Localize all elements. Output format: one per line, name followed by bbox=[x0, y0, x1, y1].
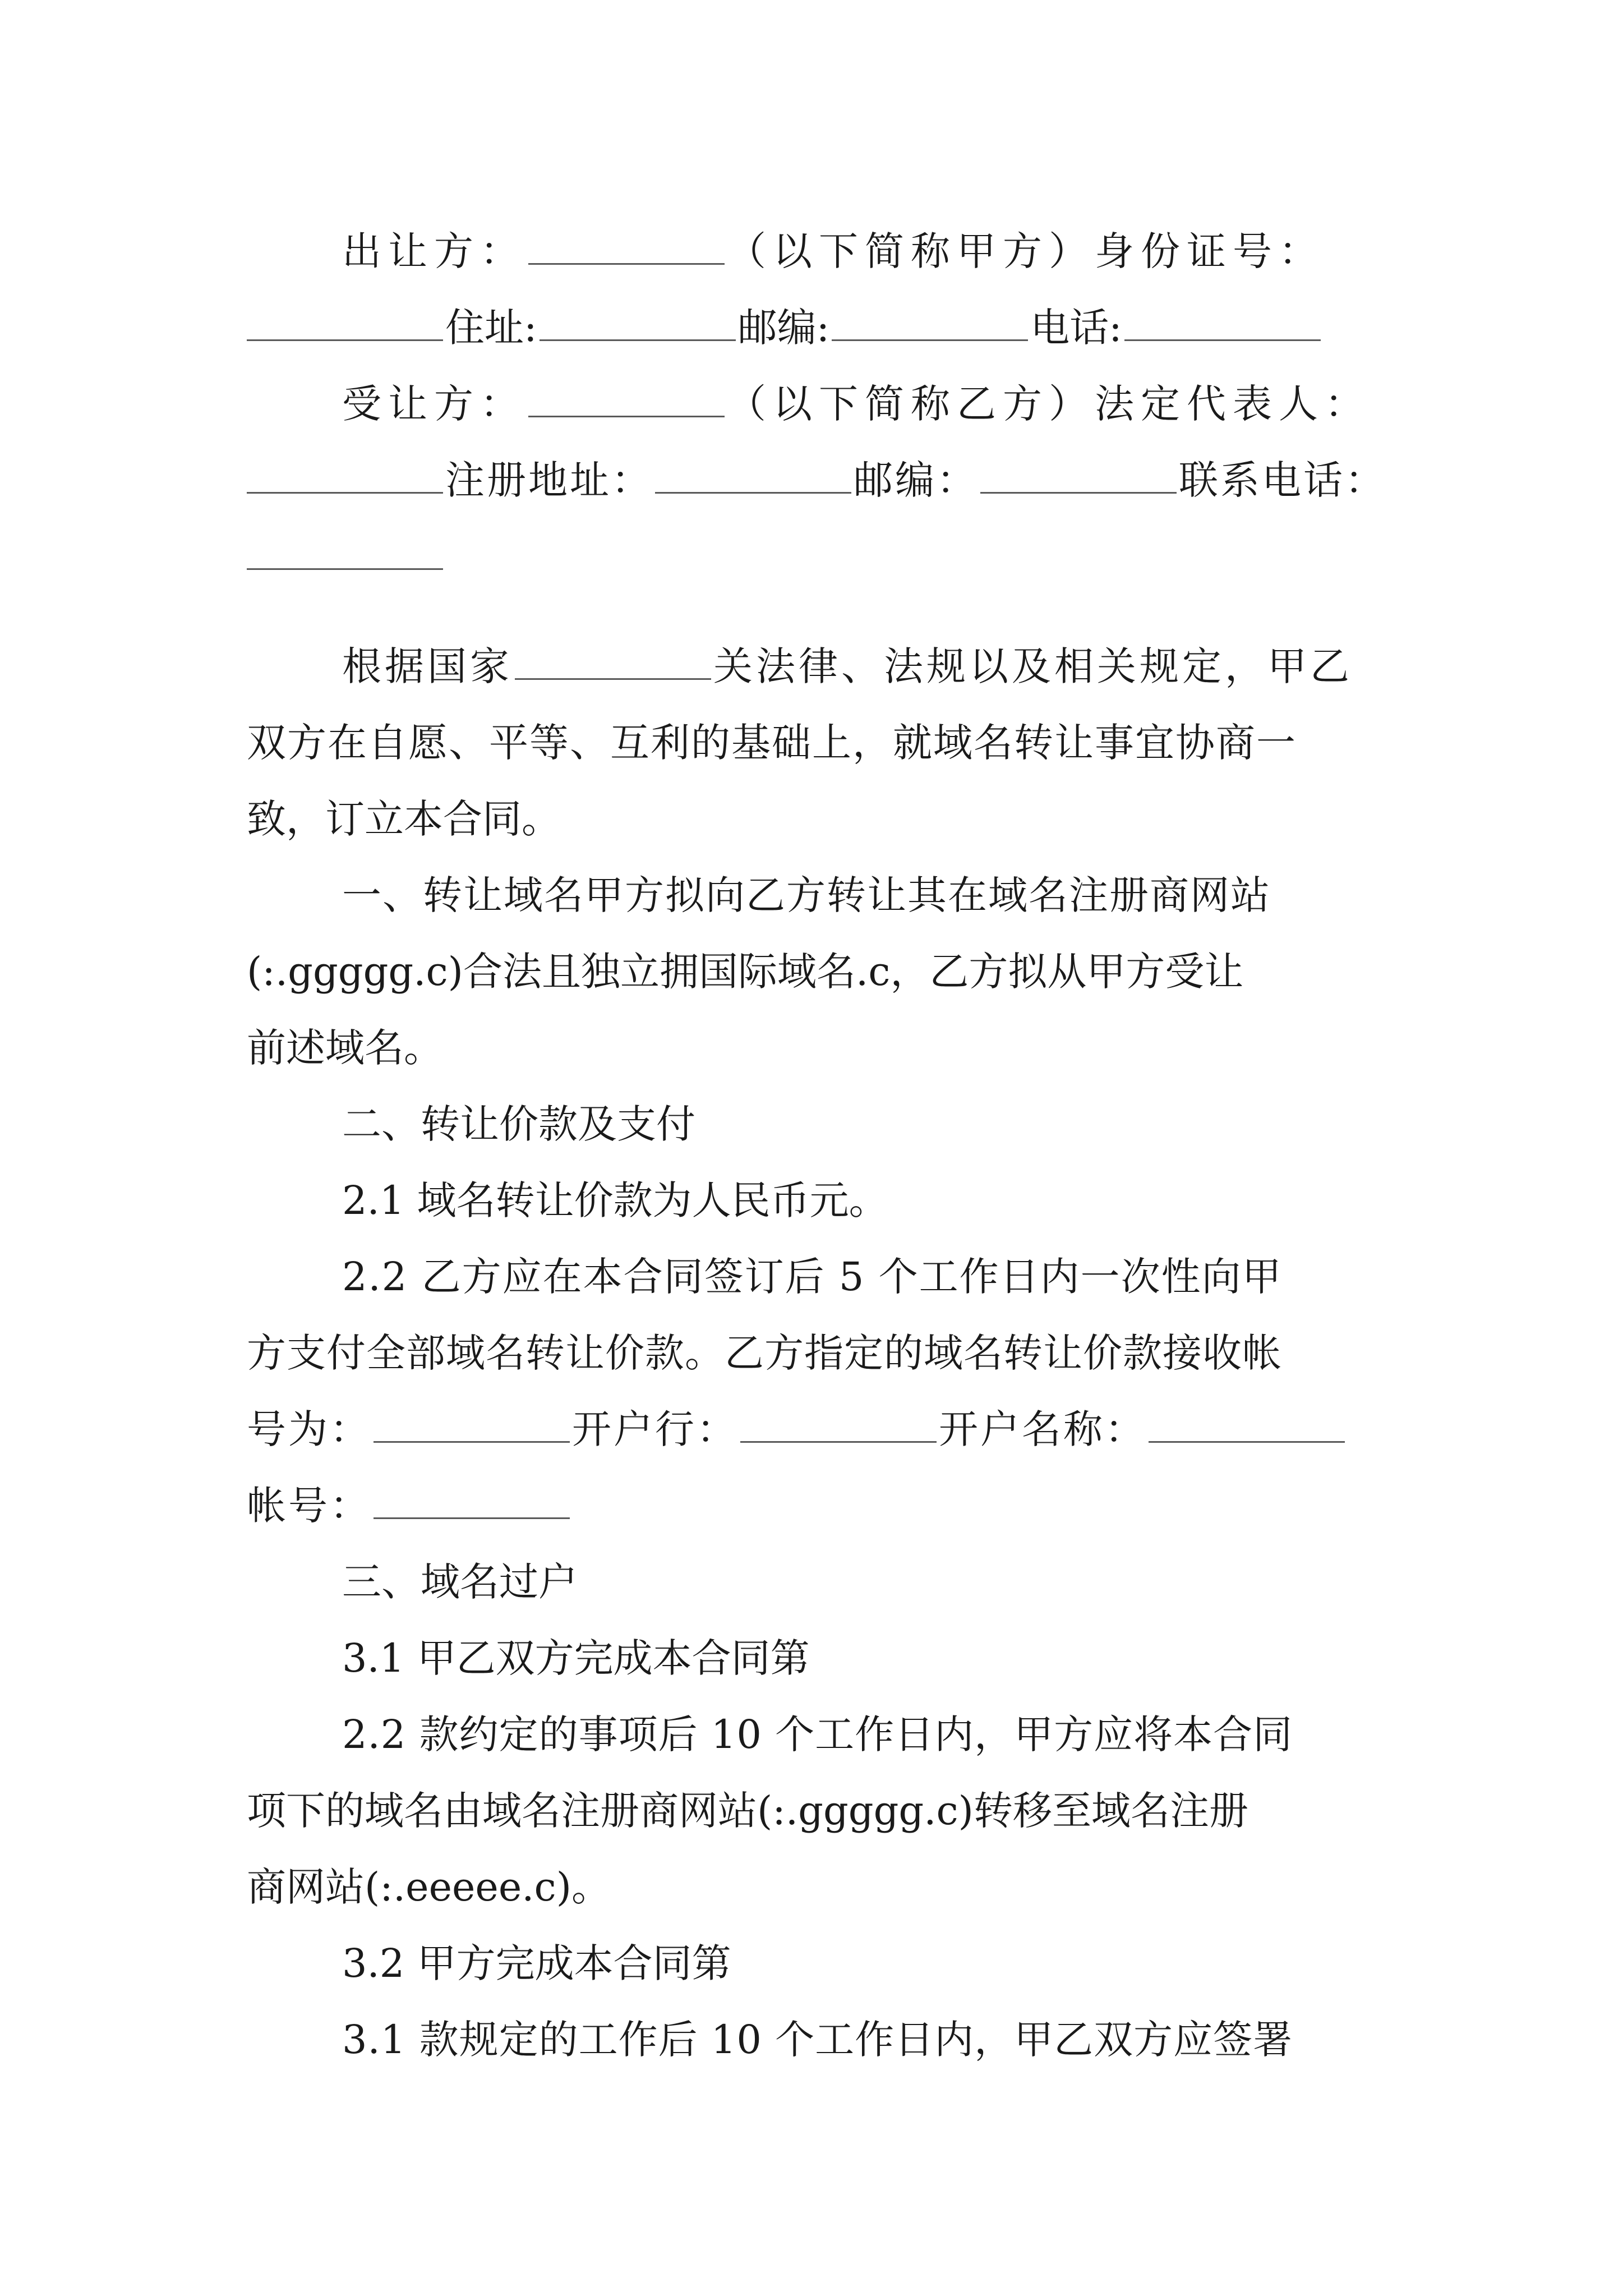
account-blank[interactable] bbox=[374, 1407, 570, 1443]
grantor-suffix: （以下简称甲方）身份证号： bbox=[727, 228, 1325, 274]
clause-2-2-line-4 bbox=[247, 1467, 1385, 1544]
bank-label: 开户行： bbox=[572, 1406, 738, 1452]
section1-line-3: 前述域名。 bbox=[247, 1025, 443, 1071]
preamble-end: 关法律、法规以及相关规定，甲乙 bbox=[713, 643, 1353, 689]
clause-3-2: 3.2 甲方完成本合同第 bbox=[342, 1940, 731, 1986]
country-blank[interactable] bbox=[515, 645, 711, 680]
reg-address-blank[interactable] bbox=[655, 458, 851, 494]
account-number-blank[interactable] bbox=[374, 1484, 570, 1519]
grantor-name-blank[interactable] bbox=[528, 229, 725, 265]
section1-line-2: (:.ggggg.c)合法且独立拥国际域名.c，乙方拟从甲方受让 bbox=[247, 949, 1244, 995]
postcode-label: 邮编: bbox=[737, 305, 830, 351]
preamble-start: 根据国家 bbox=[342, 643, 513, 689]
bank-blank[interactable] bbox=[740, 1407, 937, 1443]
grantor-contact-line bbox=[247, 289, 1385, 366]
grantee-postcode-blank[interactable] bbox=[980, 458, 1177, 494]
contact-phone-label: 联系电话： bbox=[1179, 457, 1386, 503]
preamble-line-3: 致，订立本合同。 bbox=[247, 796, 561, 842]
grantee-contact-line bbox=[247, 442, 1385, 518]
clause-2-1: 2.1 域名转让价款为人民币元。 bbox=[342, 1177, 888, 1223]
clause-2-2-line-2: 方支付全部域名转让价款。乙方指定的域名转让价款接收帐 bbox=[247, 1330, 1282, 1376]
legal-rep-blank[interactable] bbox=[247, 458, 443, 494]
grantee-postcode-label: 邮编： bbox=[854, 457, 978, 503]
grantee-name-blank[interactable] bbox=[528, 382, 725, 417]
grantor-label: 出让方： bbox=[342, 228, 526, 274]
contract-page bbox=[247, 213, 1385, 2078]
address-label: 住址: bbox=[445, 305, 537, 351]
section2-heading: 二、转让价款及支付 bbox=[342, 1101, 695, 1147]
account-name-label: 开户名称： bbox=[939, 1406, 1146, 1452]
contact-phone-line bbox=[247, 518, 1385, 595]
reg-address-label: 注册地址： bbox=[445, 457, 653, 503]
phone-blank[interactable] bbox=[1124, 306, 1321, 341]
clause-3-1: 3.1 甲乙双方完成本合同第 bbox=[342, 1635, 810, 1681]
clause-2-2b-line-1: 2.2 款约定的事项后 10 个工作日内，甲方应将本合同 bbox=[342, 1711, 1293, 1757]
preamble-line-1 bbox=[247, 628, 1385, 705]
account-label: 号为： bbox=[247, 1406, 371, 1452]
grantee-line bbox=[247, 366, 1385, 442]
spacer bbox=[247, 595, 1385, 628]
clause-3-1b-line-1: 3.1 款规定的工作后 10 个工作日内，甲乙双方应签署 bbox=[342, 2017, 1293, 2063]
clause-2-2b-line-2: 项下的域名由域名注册商网站(:.ggggg.c)转移至域名注册 bbox=[247, 1788, 1248, 1834]
account-number-label: 帐号： bbox=[247, 1483, 371, 1529]
clause-2-2-line-3 bbox=[247, 1391, 1385, 1467]
grantee-suffix: （以下简称乙方）法定代表人： bbox=[727, 381, 1371, 427]
grantor-id-blank[interactable] bbox=[247, 306, 443, 341]
postcode-blank[interactable] bbox=[832, 306, 1028, 341]
clause-2-2-line-1: 2.2 乙方应在本合同签订后 5 个工作日内一次性向甲 bbox=[342, 1254, 1283, 1300]
grantor-line bbox=[247, 213, 1385, 289]
account-name-blank[interactable] bbox=[1149, 1407, 1345, 1443]
section3-heading: 三、域名过户 bbox=[342, 1559, 578, 1605]
contact-phone-blank[interactable] bbox=[247, 535, 443, 570]
preamble-line-2: 双方在自愿、平等、互利的基础上，就域名转让事宜协商一 bbox=[247, 720, 1297, 766]
section1-line-1: 一、转让域名甲方拟向乙方转让其在域名注册商网站 bbox=[342, 872, 1271, 918]
clause-2-2b-line-3: 商网站(:.eeeee.c)。 bbox=[247, 1864, 611, 1910]
address-blank[interactable] bbox=[540, 306, 736, 341]
phone-label: 电话: bbox=[1030, 305, 1122, 351]
grantee-label: 受让方： bbox=[342, 381, 526, 427]
